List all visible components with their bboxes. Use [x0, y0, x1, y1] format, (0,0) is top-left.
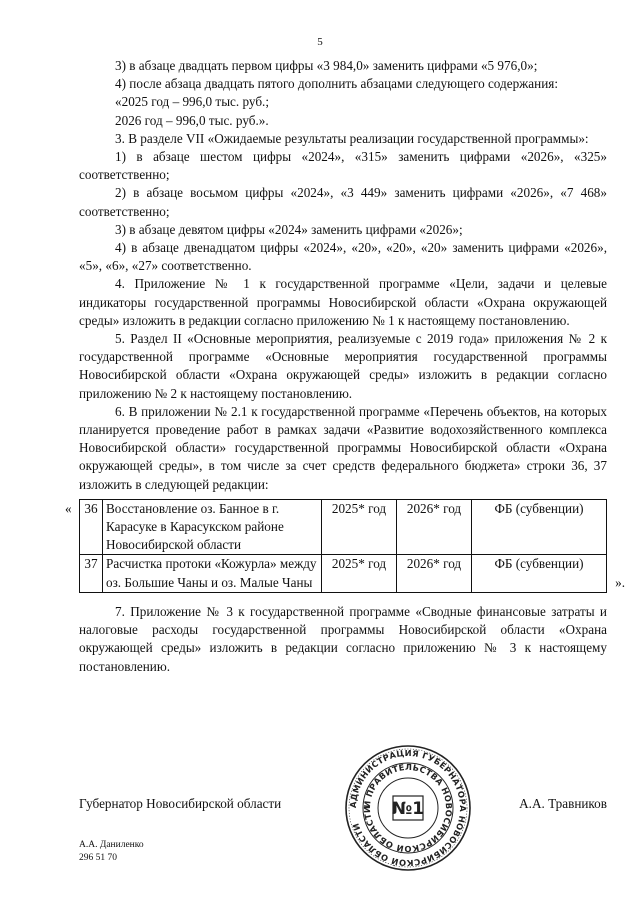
document-body: [65, 57, 625, 676]
end-year: 2026* год: [397, 555, 472, 592]
amendment-table-wrap: [65, 499, 625, 593]
paragraph: 2) в абзаце восьмом цифры «2024», «3 449» заменить цифрами «2026», «7 468» соответственно;: [79, 185, 607, 219]
paragraph: 6. В приложении № 2.1 к государственной программе «Перечень объектов, на которых планируется проведение работ в рамках задачи «Развитие водохозяйственного комплекса Новосибирской области» государственной программы Новосибирской области «Охрана окружающей среды», в том числе за счет средств федерального бюджета» строки 36, 37 изложить в следующей редакции:: [79, 403, 607, 492]
row-number: 36: [80, 499, 103, 555]
end-year: 2026* год: [397, 499, 472, 555]
amendment-table: [79, 499, 607, 593]
official-seal: [343, 743, 473, 873]
seal-graphic: [343, 743, 473, 873]
paragraph: 4. Приложение № 1 к государственной программе «Цели, задачи и целевые индикаторы государственной программы Новосибирской области «Охрана окружающей среды» изложить в редакции согласно приложению № 1 к настоящему постановлению.: [79, 276, 607, 328]
page-number: 5: [317, 36, 323, 48]
paragraph: 3. В разделе VII «Ожидаемые результаты реализации государственной программы»:: [115, 130, 589, 146]
paragraph: 5. Раздел II «Основные мероприятия, реализуемые с 2019 года» приложения № 2 к государственной программе «Основные мероприятия государственной программы Новосибирской области «Охрана окружающей среды» изложить в редакции согласно приложению № 2 к настоящему постановлению.: [79, 331, 607, 401]
paragraph: 3) в абзаце двадцать первом цифры «3 984,0» заменить цифрами «5 976,0»;: [115, 58, 538, 73]
paragraph: 4) в абзаце двенадцатом цифры «2024», «20», «20», «20» заменить цифрами «2026», «5», «6», «27» соответственно.: [79, 240, 607, 274]
paragraph: 2026 год – 996,0 тыс. руб.».: [115, 112, 269, 128]
svg-text:АДМИНИСТРАЦИЯ ГУБЕРНАТОРА НОВО: АДМИНИСТРАЦИЯ ГУБЕРНАТОРА НОВОСИБИРСКОЙ ОБЛАСТИ: [347, 747, 469, 869]
start-year: 2025* год: [322, 499, 397, 555]
svg-text:№1: №1: [391, 799, 425, 819]
table-open-quote: «: [65, 500, 72, 516]
svg-text:И ПРАВИТЕЛЬСТВА НОВОСИБИРСКОЙ: И ПРАВИТЕЛЬСТВА НОВОСИБИРСКОЙ ОБЛАСТИ: [361, 761, 455, 855]
signatory-position: Губернатор Новосибирской области: [79, 796, 282, 811]
row-number: 37: [80, 555, 103, 592]
object-name: Расчистка протоки «Кожурла» между оз. Большие Чаны и оз. Малые Чаны: [103, 555, 322, 592]
funding-source: ФБ (субвенции): [472, 499, 607, 555]
table-row: [80, 499, 607, 555]
funding-source: ФБ (субвенции): [472, 555, 607, 592]
table-row: [80, 555, 607, 592]
paragraph: 1) в абзаце шестом цифры «2024», «315» заменить цифрами «2026», «325» соответственно;: [79, 149, 607, 183]
paragraph: 3) в абзаце девятом цифры «2024» заменить цифрами «2026»;: [115, 221, 463, 237]
author-name: А.А. Даниленко: [79, 840, 144, 850]
paragraph: 4) после абзаца двадцать пятого дополнить абзацами следующего содержания:: [115, 76, 558, 92]
start-year: 2025* год: [322, 555, 397, 592]
author-phone: 296 51 70: [79, 852, 117, 863]
footer: [79, 839, 144, 864]
table-close-quote: ».: [615, 574, 625, 590]
object-name: Восстановление оз. Банное в г. Карасуке в Карасукском районе Новосибирской области: [103, 499, 322, 555]
paragraph: 7. Приложение № 3 к государственной программе «Сводные финансовые затраты и налоговые расходы государственной программы Новосибирской области «Охрана окружающей среды» изложить в редакции согласно приложению № 3 к настоящему постановлению.: [79, 603, 607, 674]
signatory-name: А.А. Травников: [519, 796, 607, 811]
paragraph: «2025 год – 996,0 тыс. руб.;: [115, 94, 270, 110]
